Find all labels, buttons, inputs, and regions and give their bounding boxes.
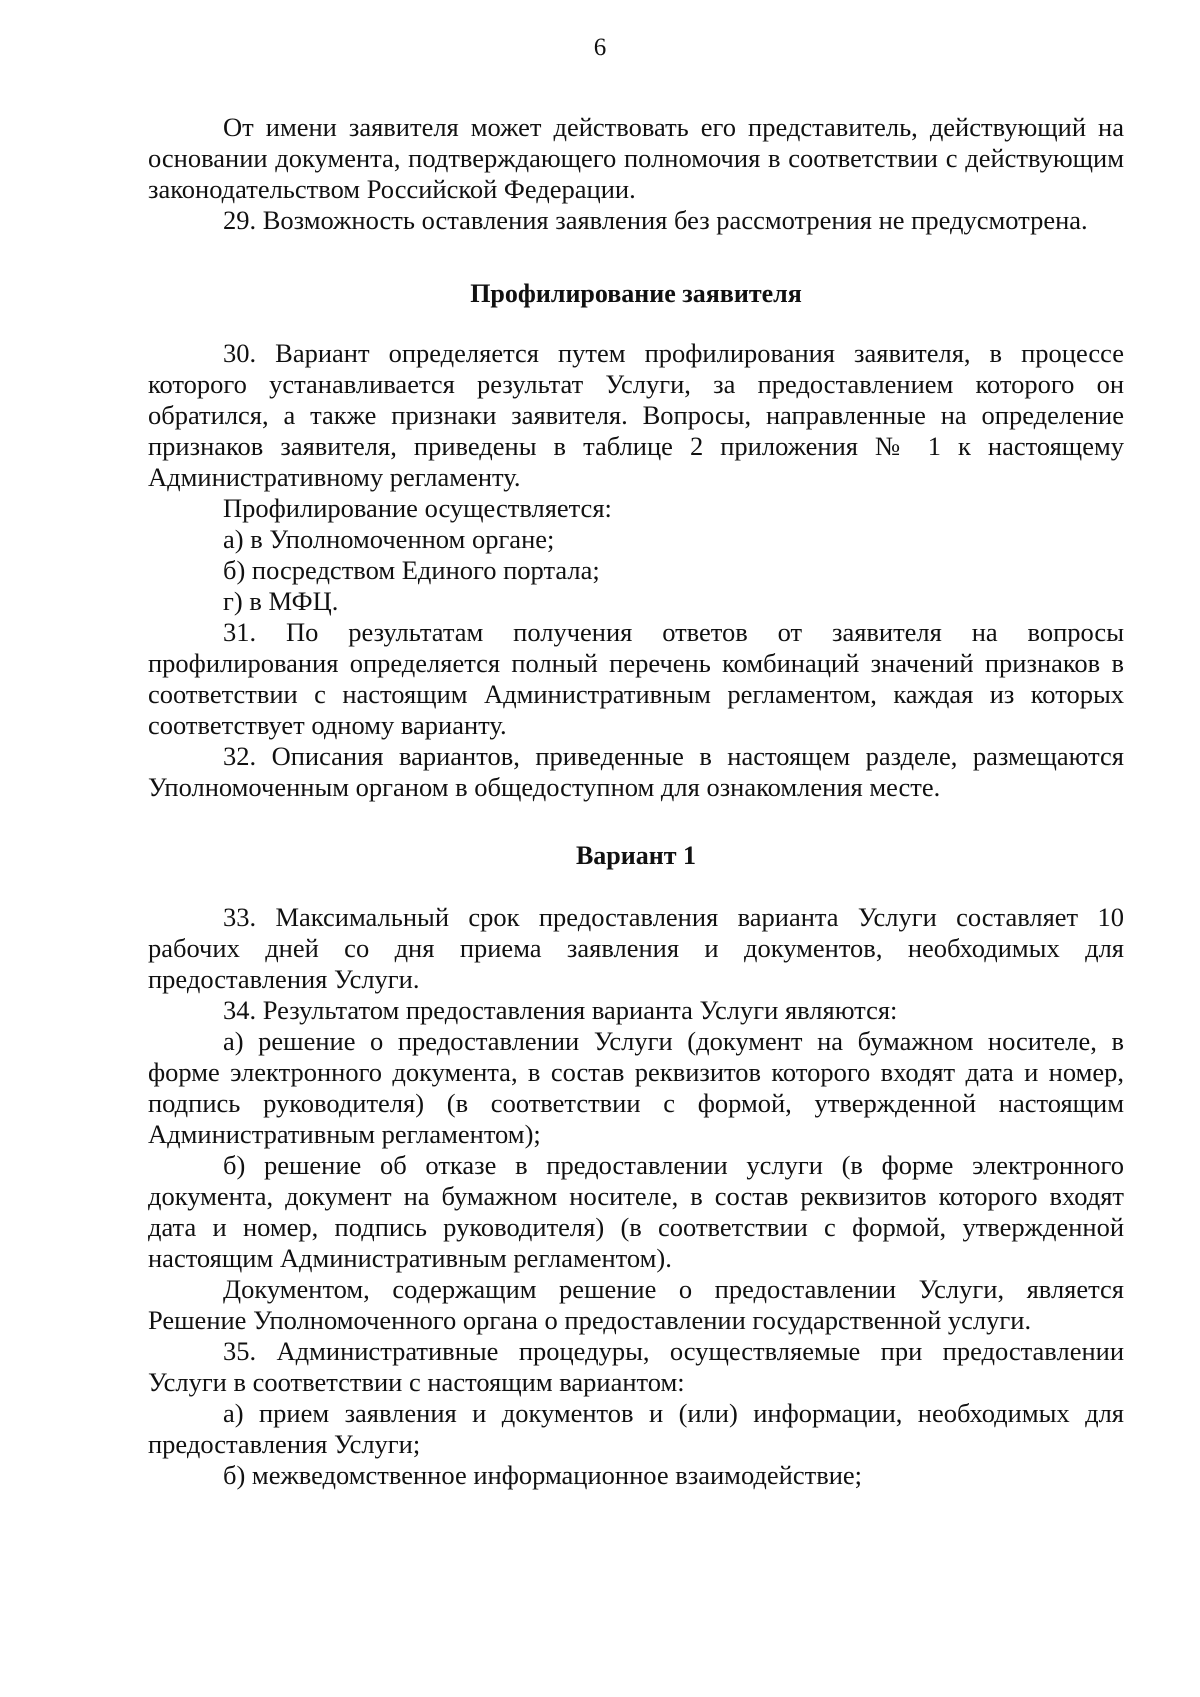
procedure-item-a: а) прием заявления и документов и (или) информации, необходимых для предоставления Услуги; [148,1398,1124,1459]
procedure-item-b: б) межведомственное информационное взаимодействие; [223,1460,863,1490]
heading-variant-1: Вариант 1 [575,841,697,870]
heading-profiling: Профилирование заявителя [470,279,802,308]
paragraph-decision-document: Документом, содержащим решение о предоставлении Услуги, является Решение Уполномоченного органа о предоставлении государственной услуги. [148,1274,1124,1335]
list-item-b: б) посредством Единого портала; [223,555,600,585]
paragraph-33: 33. Максимальный срок предоставления варианта Услуги составляет 10 рабочих дней со дня приема заявления и документов, необходимых для предоставления Услуги. [148,902,1124,994]
list-item-a: а) в Уполномоченном органе; [223,524,555,554]
document-body [148,112,1124,1491]
paragraph-34: 34. Результатом предоставления варианта Услуги являются: [223,995,898,1025]
list-item-g: г) в МФЦ. [223,586,339,616]
result-item-b: б) решение об отказе в предоставлении услуги (в форме электронного документа, документ на бумажном носителе, в состав реквизитов которого входят дата и номер, подпись руководителя) (в соответствии с формой, утвержденной настоящим Административным регламентом). [148,1150,1124,1273]
paragraph-31: 31. По результатам получения ответов от заявителя на вопросы профилирования определяется полный перечень комбинаций значений признаков в соответствии с настоящим Административным регламентом, каждая из которых соответствует одному варианту. [148,617,1124,740]
paragraph-35: 35. Административные процедуры, осуществляемые при предоставлении Услуги в соответствии с настоящим вариантом: [148,1336,1124,1397]
page-number: 6 [593,34,607,61]
paragraph-30: 30. Вариант определяется путем профилирования заявителя, в процессе которого устанавливается результат Услуги, за предоставлением которого он обратился, а также признаки заявителя. Вопросы, направленные на определение признаков заявителя, приведены в таблице 2 приложения № 1 к настоящему Административному регламенту. [148,338,1124,492]
result-item-a: а) решение о предоставлении Услуги (документ на бумажном носителе, в форме электронного документа, в состав реквизитов которого входят дата и номер, подпись руководителя) (в соответствии с формой, утвержденной настоящим Административным регламентом); [148,1026,1124,1149]
paragraph-profiling-performed: Профилирование осуществляется: [223,493,612,523]
paragraph-32: 32. Описания вариантов, приведенные в настоящем разделе, размещаются Уполномоченным органом в общедоступном для ознакомления месте. [148,741,1124,802]
paragraph-representative: От имени заявителя может действовать его представитель, действующий на основании документа, подтверждающего полномочия в соответствии с действующим законодательством Российской Федерации. [148,112,1124,204]
paragraph-29: 29. Возможность оставления заявления без рассмотрения не предусмотрена. [223,205,1088,235]
